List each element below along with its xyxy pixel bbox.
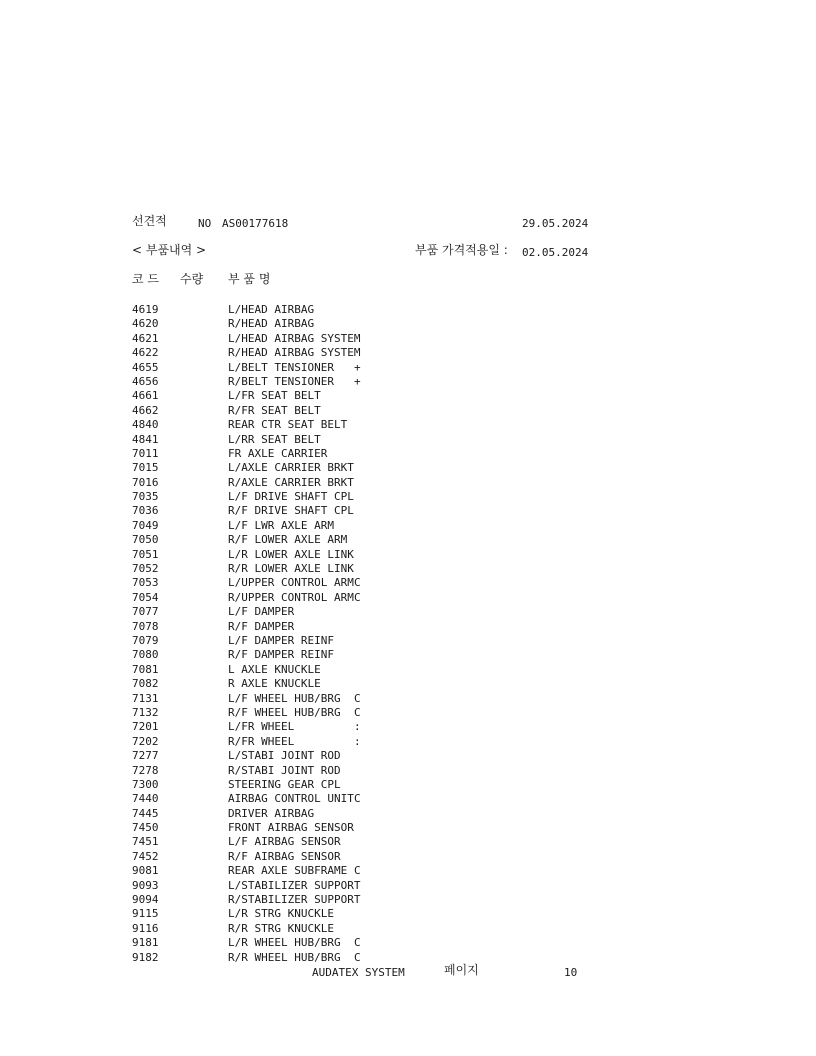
part-code: 7082	[132, 677, 159, 691]
part-mark: C	[354, 590, 361, 604]
part-name: R/F DRIVE SHAFT CPL	[228, 504, 354, 518]
table-row	[0, 447, 816, 461]
table-row	[0, 375, 816, 389]
part-mark: C	[354, 950, 361, 964]
part-name: L/FR WHEEL	[228, 720, 295, 734]
part-name: L/F AIRBAG SENSOR	[228, 835, 341, 849]
part-name: REAR CTR SEAT BELT	[228, 418, 348, 432]
table-row	[0, 706, 816, 720]
footer-page-number: 10	[564, 966, 578, 979]
document-date: 29.05.2024	[522, 217, 589, 230]
part-name: L/HEAD AIRBAG	[228, 303, 315, 316]
part-name: R/FR WHEEL	[228, 734, 295, 748]
table-row	[0, 677, 816, 691]
part-name: L/AXLE CARRIER BRKT	[228, 461, 354, 475]
table-row	[0, 389, 816, 403]
table-row	[0, 490, 816, 504]
footer-system-name: AUDATEX SYSTEM	[312, 966, 405, 979]
part-name: L/RR SEAT BELT	[228, 432, 321, 446]
part-code: 7036	[132, 504, 159, 518]
part-name: DRIVER AIRBAG	[228, 806, 315, 820]
part-code: 7445	[132, 806, 159, 820]
part-name: R/R WHEEL HUB/BRG	[228, 950, 341, 964]
part-code: 7277	[132, 749, 159, 763]
part-mark: C	[354, 691, 361, 705]
table-row	[0, 648, 816, 662]
part-name: R/AXLE CARRIER BRKT	[228, 475, 354, 489]
table-row	[0, 361, 816, 375]
part-name: R AXLE KNUCKLE	[228, 677, 321, 691]
part-name: R/STABI JOINT ROD	[228, 763, 341, 777]
part-code: 7011	[132, 446, 159, 460]
part-name: L/FR SEAT BELT	[228, 389, 321, 403]
part-code: 4655	[132, 360, 159, 374]
table-row	[0, 850, 816, 864]
part-name: AIRBAG CONTROL UNIT	[228, 792, 354, 806]
table-row	[0, 548, 816, 562]
part-code: 7054	[132, 590, 159, 604]
table-row	[0, 317, 816, 331]
part-mark: C	[354, 864, 361, 878]
table-row	[0, 792, 816, 806]
part-code: 9094	[132, 893, 159, 907]
part-name: L/F LWR AXLE ARM	[228, 518, 334, 532]
column-header-name: 부 품 명	[228, 272, 271, 286]
document-type-label: 선견적	[132, 214, 167, 228]
part-name: R/UPPER CONTROL ARM	[228, 590, 354, 604]
part-name: R/HEAD AIRBAG SYSTEM	[228, 346, 361, 360]
part-mark: C	[354, 936, 361, 950]
table-row	[0, 922, 816, 936]
part-name: L/R LOWER AXLE LINK	[228, 547, 354, 561]
part-name: L/UPPER CONTROL ARM	[228, 576, 354, 590]
part-code: 7079	[132, 633, 159, 647]
part-code: 9182	[132, 950, 159, 964]
table-row	[0, 879, 816, 893]
part-name: R/R LOWER AXLE LINK	[228, 562, 354, 576]
table-row	[0, 735, 816, 749]
table-row	[0, 576, 816, 590]
part-name: R/F LOWER AXLE ARM	[228, 533, 348, 547]
part-code: 4619	[132, 303, 159, 316]
part-name: R/STABILIZER SUPPORT	[228, 893, 361, 907]
table-row	[0, 951, 816, 965]
part-code: 7051	[132, 547, 159, 561]
part-code: 7052	[132, 562, 159, 576]
table-row	[0, 476, 816, 490]
part-code: 7081	[132, 662, 159, 676]
part-name: REAR AXLE SUBFRAME	[228, 864, 348, 878]
table-row	[0, 433, 816, 447]
part-mark: C	[354, 792, 361, 806]
part-code: 7015	[132, 461, 159, 475]
table-row	[0, 778, 816, 792]
part-name: L/R WHEEL HUB/BRG	[228, 936, 341, 950]
part-name: L/F DAMPER	[228, 605, 295, 619]
part-code: 7050	[132, 533, 159, 547]
part-mark: +	[354, 360, 361, 374]
part-name: R/R STRG KNUCKLE	[228, 921, 334, 935]
part-name: R/F DAMPER REINF	[228, 648, 334, 662]
price-date-label: 부품 가격적용일 :	[415, 243, 508, 257]
part-code: 4662	[132, 403, 159, 417]
part-code: 4840	[132, 418, 159, 432]
table-row	[0, 893, 816, 907]
table-row	[0, 303, 816, 317]
part-mark: C	[354, 576, 361, 590]
table-row	[0, 504, 816, 518]
table-row	[0, 332, 816, 346]
part-name: R/F WHEEL HUB/BRG	[228, 705, 341, 719]
column-header-code: 코 드	[132, 272, 159, 286]
table-row	[0, 749, 816, 763]
table-row	[0, 807, 816, 821]
table-row	[0, 634, 816, 648]
table-row	[0, 764, 816, 778]
table-row	[0, 692, 816, 706]
section-title: < 부품내역 >	[132, 243, 207, 257]
part-code: 7132	[132, 705, 159, 719]
part-name: L AXLE KNUCKLE	[228, 662, 321, 676]
part-code: 7016	[132, 475, 159, 489]
part-code: 9181	[132, 936, 159, 950]
table-row	[0, 663, 816, 677]
part-mark: :	[354, 734, 361, 748]
part-code: 4661	[132, 389, 159, 403]
table-row	[0, 562, 816, 576]
part-code: 9115	[132, 907, 159, 921]
part-code: 7440	[132, 792, 159, 806]
part-mark: :	[354, 720, 361, 734]
part-code: 7451	[132, 835, 159, 849]
part-name: L/HEAD AIRBAG SYSTEM	[228, 331, 361, 345]
document-number: AS00177618	[222, 217, 289, 230]
table-row	[0, 461, 816, 475]
part-code: 9081	[132, 864, 159, 878]
part-name: R/FR SEAT BELT	[228, 403, 321, 417]
part-code: 7300	[132, 777, 159, 791]
part-code: 7049	[132, 518, 159, 532]
part-code: 7450	[132, 821, 159, 835]
table-row	[0, 620, 816, 634]
table-row	[0, 404, 816, 418]
part-code: 7278	[132, 763, 159, 777]
part-code: 9093	[132, 878, 159, 892]
table-row	[0, 533, 816, 547]
part-code: 7452	[132, 849, 159, 863]
part-name: R/F DAMPER	[228, 619, 295, 633]
part-code: 7201	[132, 720, 159, 734]
column-header-qty: 수량	[180, 272, 204, 286]
part-mark: +	[354, 374, 361, 388]
part-name: FR AXLE CARRIER	[228, 446, 328, 460]
part-code: 7077	[132, 605, 159, 619]
part-code: 7131	[132, 691, 159, 705]
part-name: L/F WHEEL HUB/BRG	[228, 691, 341, 705]
table-row	[0, 864, 816, 878]
part-code: 4841	[132, 432, 159, 446]
part-name: R/HEAD AIRBAG	[228, 317, 315, 331]
part-name: R/BELT TENSIONER	[228, 374, 334, 388]
part-name: L/F DAMPER REINF	[228, 633, 334, 647]
part-code: 4620	[132, 317, 159, 331]
part-code: 9116	[132, 921, 159, 935]
part-name: STEERING GEAR CPL	[228, 777, 341, 791]
table-row	[0, 835, 816, 849]
footer-page-label: 페이지	[444, 963, 479, 977]
part-name: L/R STRG KNUCKLE	[228, 907, 334, 921]
part-name: L/STABILIZER SUPPORT	[228, 878, 361, 892]
part-name: L/BELT TENSIONER	[228, 360, 334, 374]
part-code: 7078	[132, 619, 159, 633]
table-row	[0, 519, 816, 533]
part-code: 7080	[132, 648, 159, 662]
part-name: L/STABI JOINT ROD	[228, 749, 341, 763]
table-row	[0, 418, 816, 432]
number-label: NO	[198, 217, 212, 230]
parts-list	[0, 303, 816, 965]
table-row	[0, 605, 816, 619]
part-code: 4621	[132, 331, 159, 345]
price-date: 02.05.2024	[522, 246, 589, 259]
table-row	[0, 821, 816, 835]
table-row	[0, 346, 816, 360]
part-code: 7202	[132, 734, 159, 748]
part-code: 4656	[132, 374, 159, 388]
part-name: FRONT AIRBAG SENSOR	[228, 821, 354, 835]
part-code: 4622	[132, 346, 159, 360]
table-row	[0, 720, 816, 734]
part-name: R/F AIRBAG SENSOR	[228, 849, 341, 863]
part-name: L/F DRIVE SHAFT CPL	[228, 490, 354, 504]
table-row	[0, 907, 816, 921]
table-row	[0, 936, 816, 950]
part-mark: C	[354, 705, 361, 719]
table-row	[0, 591, 816, 605]
part-code: 7035	[132, 490, 159, 504]
part-code: 7053	[132, 576, 159, 590]
